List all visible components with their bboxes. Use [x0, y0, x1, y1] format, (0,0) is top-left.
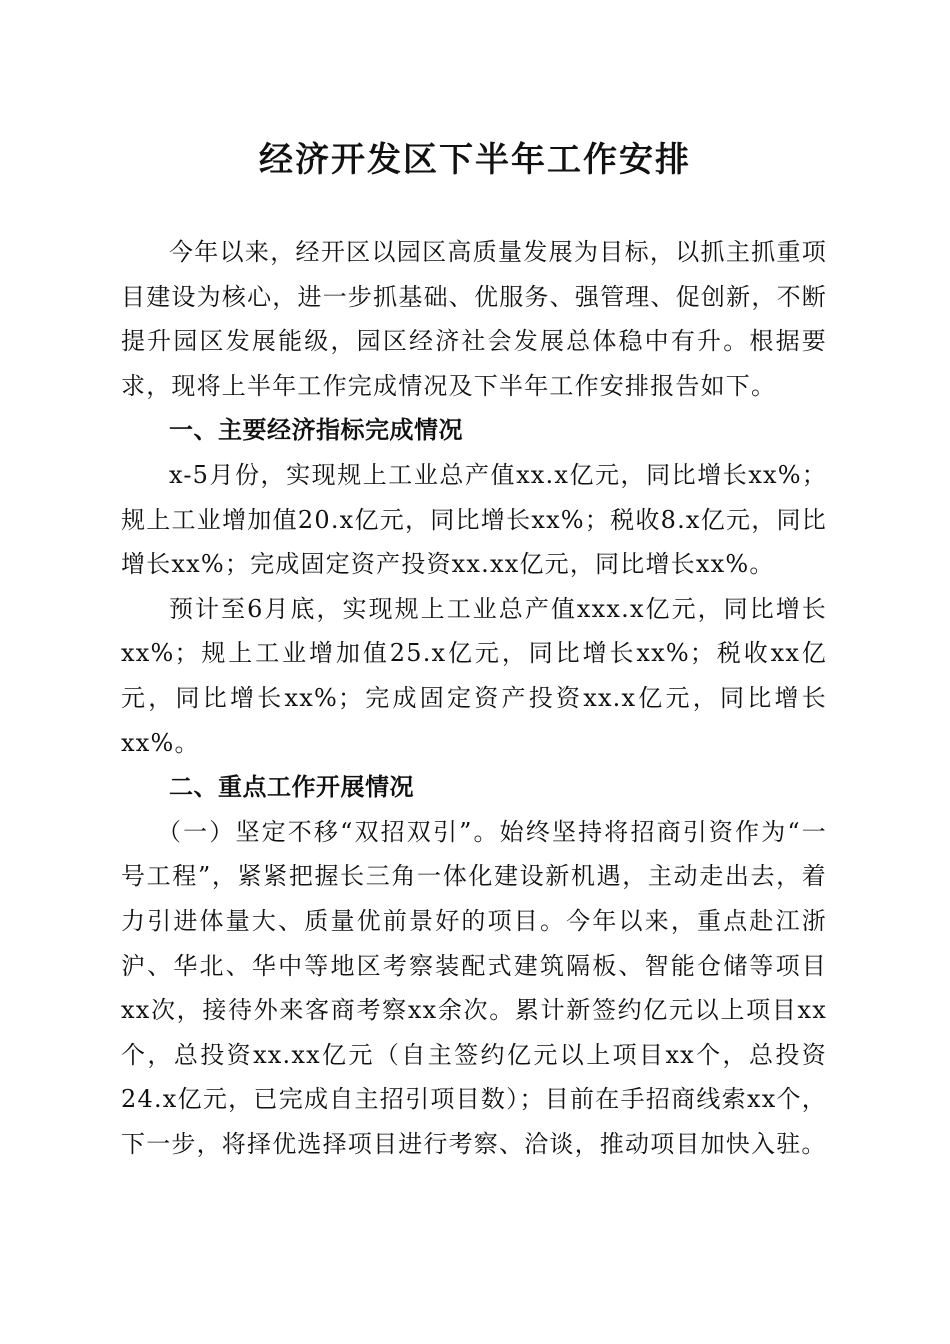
section-heading-2: 二、重点工作开展情况 [169, 773, 414, 802]
document-title: 经济开发区下半年工作安排 [259, 140, 691, 180]
indicators-paragraph-1: x-5月份，实现规上工业总产值xx.x亿元，同比增长xx%；规上工业增加值20.x亿元，同比增长xx%；税收8.x亿元，同比增长xx%；完成固定资产投资xx.xx亿元，同比增长xx%。 [121, 460, 827, 579]
indicators-paragraph-2: 预计至6月底，实现规上工业总产值xxx.x亿元，同比增长xx%；规上工业增加值25.x亿元，同比增长xx%；税收xx亿元，同比增长xx%；完成固定资产投资xx.x亿元，同比增长xx%。 [121, 594, 827, 757]
work-paragraph-1: （一）坚定不移“双招双引”。始终坚持将招商引资作为“一号工程”，紧紧把握长三角一体化建设新机遇，主动走出去，着力引进体量大、质量优前景好的项目。今年以来，重点赴江浙沪、华北、华中等地区考察装配式建筑隔板、智能仓储等项目xx次，接待外来客商考察xx余次。累计新签约亿元以上项目xx个，总投资xx.xx亿元（自主签约亿元以上项目xx个，总投资24.x亿元，已完成自主招引项目数）；目前在手招商线索xx个，下一步，将择优选择项目进行考察、洽谈，推动项目加快入驻。 [121, 817, 827, 1158]
section-heading-1: 一、主要经济指标完成情况 [169, 416, 463, 445]
intro-paragraph: 今年以来，经开区以园区高质量发展为目标，以抓主抓重项目建设为核心，进一步抓基础、优服务、强管理、促创新，不断提升园区发展能级，园区经济社会发展总体稳中有升。根据要求，现将上半年工作完成情况及下半年工作安排报告如下。 [121, 238, 827, 400]
document-body [121, 230, 827, 1166]
